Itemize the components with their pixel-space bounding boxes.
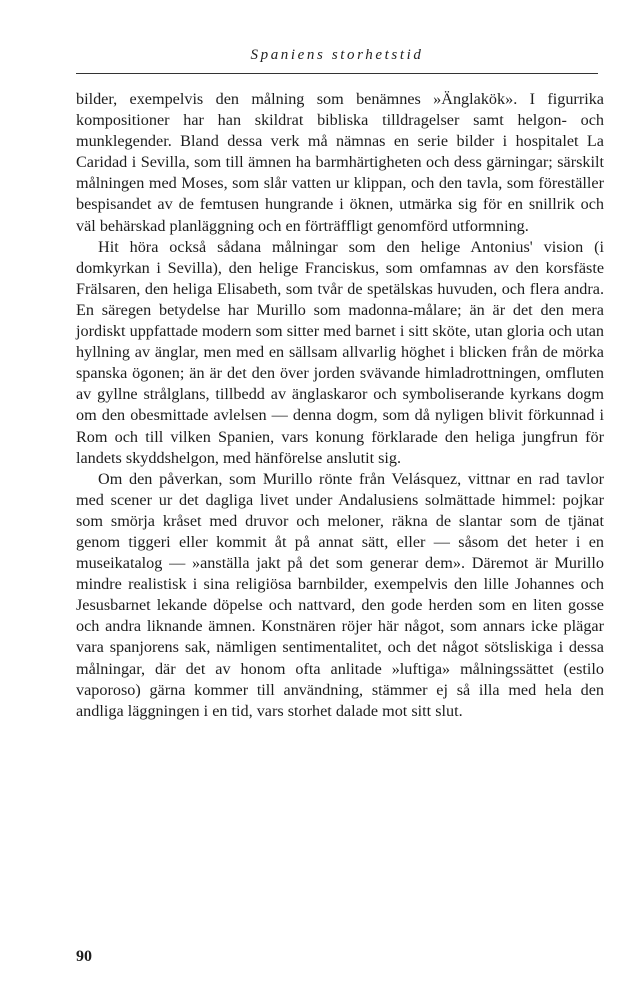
paragraph-3: Om den påverkan, som Murillo rönte från Velásquez, vittnar en rad tavlor med scener ur det dagliga livet under Andalusiens solmättade himmel: pojkar som smörja kråset med druvor och meloner, räkna de slantar som de tjänat genom tiggeri eller kommit åt på annat sätt, eller — såsom det heter i en museikatalog — »anställa jakt på det som generar dem». Däremot är Murillo mindre realistisk i sina religiösa barnbilder, exempelvis den lille Johannes och Jesusbarnet lekande döpelse och nattvard, den gode herden som en liten gosse och andra liknande ämnen. Konstnären röjer här något, som annars icke plägar vara spanjorens sak, nämligen sentimentalitet, och det något sötsliskiga i dessa målningar, där det av honom ofta anlitade »luftiga» målningssättet (estilo vaporoso) gärna kommer till användning, stämmer ej så illa med hela den andliga läggningen i en tid, vars storhet dalade mot sitt slut.	[76, 469, 604, 720]
body-text	[76, 89, 604, 722]
running-head: Spaniens storhetstid	[250, 47, 424, 63]
page-number: 90	[76, 948, 92, 965]
paragraph-2: Hit höra också sådana målningar som den helige Antonius' vision (i domkyrkan i Sevilla), den helige Franciskus, som omfamnas av den korsfäste Frälsaren, den heliga Elisabeth, som tvår de spetälskas huvuden, och flera andra. En säregen betydelse har Murillo som madonna-målare; än är det den mera jordiskt uppfattade modern som sitter med barnet i sitt sköte, utan gloria och utan hyllning av änglar, men med en sällsam allvarlig höghet i blicken från de mörka spanska ögonen; än är det den över jorden svävande himladrottningen, omfluten av gyllne strålglans, tillbedd av änglaskaror och symboliserande kyrkans dogm om den obesmittade avlelsen — denna dogm, som då nyligen blivit förkunnad i Rom och till vilken Spanien, vars konung förklarade den heliga jungfrun för landets skyddshelgon, med hänförelse anslutit sig.	[76, 237, 604, 467]
header-rule	[76, 73, 598, 74]
paragraph-1: bilder, exempelvis den målning som benämnes »Änglakök». I figurrika kompositioner har han skildrat bibliska tilldragelser samt helgon- och munklegender. Bland dessa verk må nämnas en serie bilder i hospitalet La Caridad i Sevilla, som till ämnen ha barmhärtigheten och dess gärningar; särskilt målningen med Moses, som slår vatten ur klippan, och den tavla, som föreställer bespisandet av de femtusen hungrande i öknen, utmärka sig för en snillrik och väl behärskad planläggning och en förträffligt genomförd utformning.	[76, 90, 604, 235]
